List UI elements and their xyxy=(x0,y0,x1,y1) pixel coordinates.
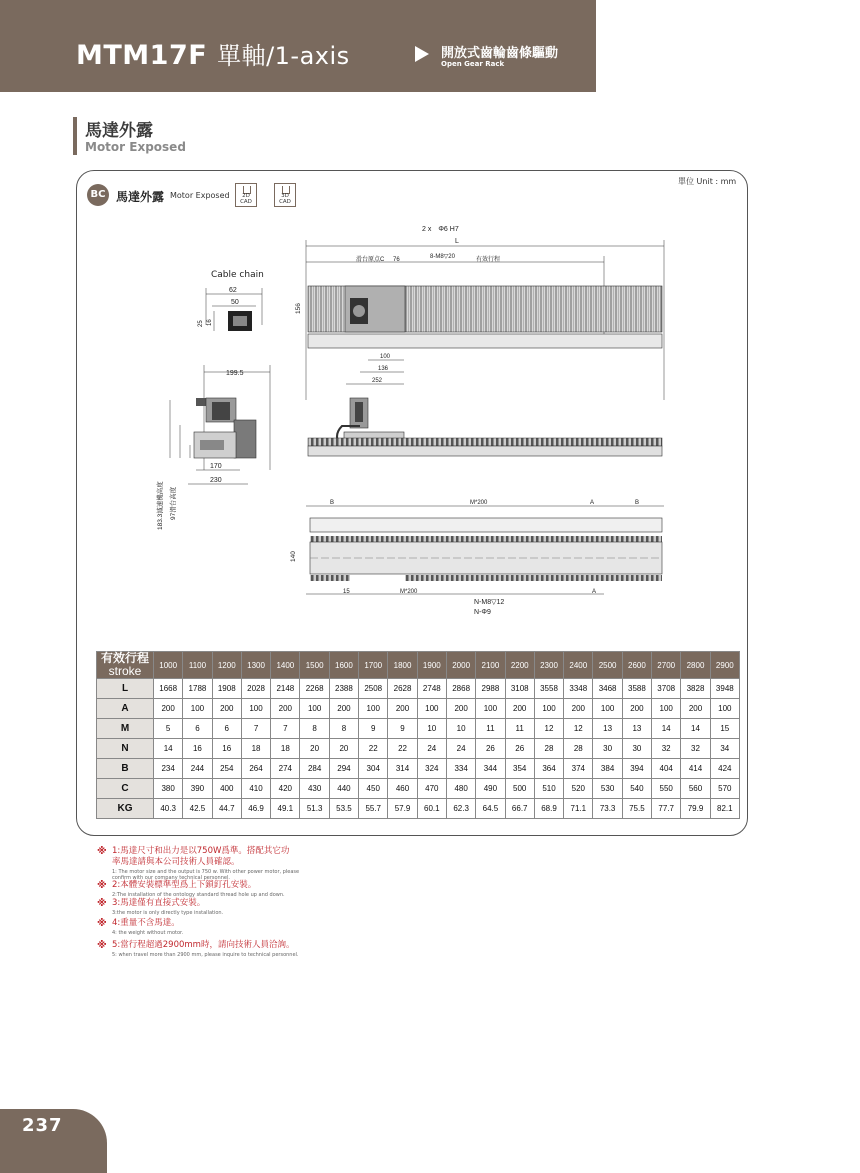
table-cell: 2148 xyxy=(271,679,300,699)
note-en xyxy=(112,910,223,916)
table-cell: 100 xyxy=(593,699,622,719)
model-subtitle: 單軸/1-axis xyxy=(217,42,350,70)
stroke-value-cell: 2400 xyxy=(564,652,593,679)
panel-title-en: Motor Exposed xyxy=(170,191,230,200)
table-cell: 57.9 xyxy=(388,799,417,819)
table-cell: 364 xyxy=(534,759,563,779)
stroke-label: 有效行程 xyxy=(476,257,501,263)
table-cell: 440 xyxy=(329,779,358,799)
table-cell: 3708 xyxy=(652,679,681,699)
stroke-value-cell: 2900 xyxy=(710,652,739,679)
note-cn-line1: 4:重量不含馬達。 xyxy=(112,918,180,928)
stroke-value-cell: 2700 xyxy=(652,652,681,679)
cad-2d-button[interactable]: 2D CAD xyxy=(235,183,257,207)
table-cell: 424 xyxy=(710,759,739,779)
table-cell: 374 xyxy=(564,759,593,779)
motor-side-view xyxy=(155,365,270,530)
table-header-row xyxy=(97,652,740,679)
dim-25: 25 xyxy=(198,320,204,327)
table-cell: 14 xyxy=(652,719,681,739)
stroke-value-cell: 1100 xyxy=(183,652,212,679)
stroke-header-cn: 有效行程 xyxy=(100,651,149,665)
dim-100: 100 xyxy=(380,354,391,360)
table-cell: 254 xyxy=(212,759,241,779)
table-cell: 560 xyxy=(681,779,710,799)
table-cell: 3468 xyxy=(593,679,622,699)
table-cell: 390 xyxy=(183,779,212,799)
table-cell: 30 xyxy=(593,739,622,759)
table-cell: 100 xyxy=(534,699,563,719)
table-cell: 200 xyxy=(505,699,534,719)
table-cell: 2868 xyxy=(446,679,475,699)
table-cell: 13 xyxy=(622,719,651,739)
table-cell: 3948 xyxy=(710,679,739,699)
table-cell: 354 xyxy=(505,759,534,779)
dim-230: 230 xyxy=(210,477,222,484)
table-cell: 20 xyxy=(329,739,358,759)
table-cell: 400 xyxy=(212,779,241,799)
table-cell: 410 xyxy=(241,779,270,799)
note-en-line1: 3:the motor is only directly type installation. xyxy=(112,910,224,916)
table-cell: 334 xyxy=(446,759,475,779)
table-cell: 420 xyxy=(271,779,300,799)
table-cell: 75.5 xyxy=(622,799,651,819)
table-cell: 1908 xyxy=(212,679,241,699)
table-cell: 34 xyxy=(710,739,739,759)
table-cell: 7 xyxy=(271,719,300,739)
dim-a-bottom: A xyxy=(592,589,597,595)
cable-chain-section xyxy=(198,287,262,331)
dim-62: 62 xyxy=(229,287,237,294)
table-cell: 62.3 xyxy=(446,799,475,819)
table-cell: 314 xyxy=(388,759,417,779)
table-cell: 540 xyxy=(622,779,651,799)
note-en-line1: 5: when travel more than 2900 mm, please inquire to technical personnel. xyxy=(112,952,299,958)
table-cell: 49.1 xyxy=(271,799,300,819)
table-cell: 32 xyxy=(681,739,710,759)
cad-3d-button[interactable]: 3D CAD xyxy=(274,183,296,207)
table-cell: 244 xyxy=(183,759,212,779)
table-cell: 18 xyxy=(241,739,270,759)
table-cell: 64.5 xyxy=(476,799,505,819)
note-en-line1: 1: The motor size and the output is 750 w. With other power motor, please xyxy=(112,869,300,875)
row-label-cell: M xyxy=(97,719,154,739)
table-cell: 22 xyxy=(359,739,388,759)
dim-140: 140 xyxy=(290,551,297,562)
table-cell: 60.1 xyxy=(417,799,446,819)
table-cell: 12 xyxy=(564,719,593,739)
stroke-value-cell: 2000 xyxy=(446,652,475,679)
table-cell: 2388 xyxy=(329,679,358,699)
row-label-cell: KG xyxy=(97,799,154,819)
unit-label: 單位 Unit : mm xyxy=(678,177,737,186)
table-row xyxy=(97,739,740,759)
table-cell: 294 xyxy=(329,759,358,779)
dim-136: 136 xyxy=(378,366,389,372)
note-cn xyxy=(112,846,289,868)
table-cell: 344 xyxy=(476,759,505,779)
table-cell: 30 xyxy=(622,739,651,759)
dim-252: 252 xyxy=(372,378,383,384)
note-en-line1: 4: the weight without motor. xyxy=(112,930,184,936)
table-cell: 200 xyxy=(622,699,651,719)
stroke-value-cell: 2600 xyxy=(622,652,651,679)
stroke-value-cell: 2100 xyxy=(476,652,505,679)
table-cell: 12 xyxy=(534,719,563,739)
row-label-cell: L xyxy=(97,679,154,699)
table-cell: 264 xyxy=(241,759,270,779)
table-row xyxy=(97,699,740,719)
stroke-value-cell: 2500 xyxy=(593,652,622,679)
table-cell: 380 xyxy=(154,779,183,799)
dim-50: 50 xyxy=(231,299,239,306)
table-cell: 16 xyxy=(212,739,241,759)
table-cell: 6 xyxy=(212,719,241,739)
stroke-header-en: stroke xyxy=(108,664,142,678)
table-cell: 13 xyxy=(593,719,622,739)
table-cell: 324 xyxy=(417,759,446,779)
stroke-value-cell: 2800 xyxy=(681,652,710,679)
table-cell: 11 xyxy=(476,719,505,739)
table-cell: 3828 xyxy=(681,679,710,699)
stroke-value-cell: 1700 xyxy=(359,652,388,679)
dim-L: L xyxy=(455,238,459,245)
note-cn xyxy=(112,918,180,929)
table-cell: 100 xyxy=(300,699,329,719)
table-cell: 200 xyxy=(564,699,593,719)
table-cell: 44.7 xyxy=(212,799,241,819)
table-cell: 8 xyxy=(300,719,329,739)
row-label-cell: N xyxy=(97,739,154,759)
note-en xyxy=(112,930,183,936)
table-cell: 2028 xyxy=(241,679,270,699)
table-cell: 100 xyxy=(359,699,388,719)
note-en-line1: 2:The installation of the ontology standard thread hole up and down. xyxy=(112,892,285,898)
table-cell: 470 xyxy=(417,779,446,799)
table-cell: 384 xyxy=(593,759,622,779)
axis-side-view xyxy=(308,398,662,456)
stroke-value-cell: 1200 xyxy=(212,652,241,679)
table-cell: 404 xyxy=(652,759,681,779)
table-cell: 430 xyxy=(300,779,329,799)
axis-bottom-view xyxy=(290,500,664,616)
table-cell: 8 xyxy=(329,719,358,739)
table-cell: 490 xyxy=(476,779,505,799)
dim-76: 76 xyxy=(393,257,400,263)
table-cell: 200 xyxy=(446,699,475,719)
dim-170: 170 xyxy=(210,463,222,470)
table-cell: 28 xyxy=(534,739,563,759)
table-cell: 480 xyxy=(446,779,475,799)
table-cell: 200 xyxy=(154,699,183,719)
table-cell: 16 xyxy=(183,739,212,759)
hole-spec: 2 x Φ6 H7 xyxy=(422,226,459,233)
slider-height-label: 97滑台高度 xyxy=(170,486,177,520)
table-cell: 200 xyxy=(271,699,300,719)
cable-chain-label: Cable chain xyxy=(211,270,264,280)
stroke-value-cell: 1300 xyxy=(241,652,270,679)
table-cell: 274 xyxy=(271,759,300,779)
table-cell: 11 xyxy=(505,719,534,739)
table-cell: 550 xyxy=(652,779,681,799)
stroke-header-cell xyxy=(97,652,154,679)
note-mark: ※ xyxy=(97,918,107,929)
table-cell: 304 xyxy=(359,759,388,779)
table-cell: 14 xyxy=(681,719,710,739)
table-cell: 6 xyxy=(183,719,212,739)
table-cell: 3558 xyxy=(534,679,563,699)
table-cell: 20 xyxy=(300,739,329,759)
dim-b-left: B xyxy=(330,500,335,506)
note-cn-line1: 3:馬達僅有直接式安裝。 xyxy=(112,898,206,908)
table-cell: 570 xyxy=(710,779,739,799)
bottom-screw-spec: N-M8▽12 xyxy=(474,599,505,606)
table-cell: 460 xyxy=(388,779,417,799)
model-name: MTM17F xyxy=(76,40,208,71)
stroke-value-cell: 1600 xyxy=(329,652,358,679)
table-cell: 14 xyxy=(154,739,183,759)
dim-199-5: 199.5 xyxy=(226,370,244,377)
table-cell: 79.9 xyxy=(681,799,710,819)
origin-label: 滑台原点C xyxy=(356,257,385,263)
table-cell: 32 xyxy=(652,739,681,759)
table-cell: 510 xyxy=(534,779,563,799)
row-label-cell: B xyxy=(97,759,154,779)
table-cell: 100 xyxy=(417,699,446,719)
motor-height-label: 183.3減速機高度 xyxy=(157,481,164,530)
stroke-value-cell: 2200 xyxy=(505,652,534,679)
table-cell: 28 xyxy=(564,739,593,759)
table-cell: 284 xyxy=(300,759,329,779)
stroke-value-cell: 2300 xyxy=(534,652,563,679)
table-cell: 15 xyxy=(710,719,739,739)
table-cell: 71.1 xyxy=(564,799,593,819)
table-cell: 200 xyxy=(681,699,710,719)
table-cell: 22 xyxy=(388,739,417,759)
table-cell: 24 xyxy=(417,739,446,759)
table-cell: 530 xyxy=(593,779,622,799)
table-cell: 100 xyxy=(710,699,739,719)
table-cell: 24 xyxy=(446,739,475,759)
table-cell: 500 xyxy=(505,779,534,799)
table-cell: 200 xyxy=(329,699,358,719)
table-cell: 46.9 xyxy=(241,799,270,819)
table-cell: 100 xyxy=(183,699,212,719)
axis-top-view xyxy=(295,226,664,400)
table-cell: 73.3 xyxy=(593,799,622,819)
stroke-value-cell: 1800 xyxy=(388,652,417,679)
row-label-cell: A xyxy=(97,699,154,719)
config-badge: BC xyxy=(87,184,109,206)
bottom-hole-spec: N-Φ9 xyxy=(474,609,491,616)
note-en-line2: confirm with our company technical personnel. xyxy=(112,875,230,881)
table-cell: 3348 xyxy=(564,679,593,699)
table-cell: 10 xyxy=(417,719,446,739)
table-row xyxy=(97,779,740,799)
dim-b-right: B xyxy=(635,500,640,506)
table-cell: 100 xyxy=(476,699,505,719)
stroke-value-cell: 1000 xyxy=(154,652,183,679)
table-row xyxy=(97,799,740,819)
dim-16: 16 xyxy=(207,319,213,326)
dim-m200-top: M*200 xyxy=(470,500,488,506)
table-cell: 2628 xyxy=(388,679,417,699)
stroke-value-cell: 1500 xyxy=(300,652,329,679)
table-cell: 3588 xyxy=(622,679,651,699)
table-row xyxy=(97,759,740,779)
note-cn-line1: 2:本體安裝標準型爲上下鎖釘孔安裝。 xyxy=(112,880,257,890)
table-cell: 2508 xyxy=(359,679,388,699)
table-cell: 26 xyxy=(476,739,505,759)
dim-a-top: A xyxy=(590,500,595,506)
table-cell: 100 xyxy=(241,699,270,719)
table-cell: 7 xyxy=(241,719,270,739)
note-cn-line1: 1:馬達尺寸和出力是以750W爲準。搭配其它功 xyxy=(112,846,290,856)
table-cell: 55.7 xyxy=(359,799,388,819)
table-row xyxy=(97,679,740,699)
category-cn: 開放式齒輪齒條驅動 xyxy=(441,46,559,61)
note-cn-line2: 率馬達請與本公司技術人員確認。 xyxy=(112,857,240,867)
section-title: 馬達外露 xyxy=(85,121,153,141)
table-cell: 520 xyxy=(564,779,593,799)
section-subtitle: Motor Exposed xyxy=(85,140,186,154)
table-cell: 5 xyxy=(154,719,183,739)
dim-15: 15 xyxy=(343,589,350,595)
table-cell: 2268 xyxy=(300,679,329,699)
table-cell: 2988 xyxy=(476,679,505,699)
table-cell: 82.1 xyxy=(710,799,739,819)
panel-title: 馬達外露 xyxy=(116,190,165,204)
table-cell: 26 xyxy=(505,739,534,759)
stroke-value-cell: 1400 xyxy=(271,652,300,679)
table-cell: 77.7 xyxy=(652,799,681,819)
note-en xyxy=(112,952,299,958)
table-cell: 66.7 xyxy=(505,799,534,819)
table-cell: 51.3 xyxy=(300,799,329,819)
table-cell: 200 xyxy=(212,699,241,719)
table-cell: 68.9 xyxy=(534,799,563,819)
note-cn xyxy=(112,880,256,891)
table-cell: 200 xyxy=(388,699,417,719)
table-cell: 2748 xyxy=(417,679,446,699)
note-cn xyxy=(112,940,294,951)
note-cn xyxy=(112,898,205,909)
table-cell: 234 xyxy=(154,759,183,779)
table-cell: 10 xyxy=(446,719,475,739)
note-mark: ※ xyxy=(97,880,107,891)
table-cell: 18 xyxy=(271,739,300,759)
table-cell: 9 xyxy=(388,719,417,739)
table-row xyxy=(97,719,740,739)
dim-156: 156 xyxy=(295,303,302,314)
page-number: 237 xyxy=(22,1115,63,1136)
category-en: Open Gear Rack xyxy=(441,60,505,68)
row-label-cell: C xyxy=(97,779,154,799)
table-cell: 100 xyxy=(652,699,681,719)
table-cell: 1668 xyxy=(154,679,183,699)
table-cell: 1788 xyxy=(183,679,212,699)
spec-table xyxy=(96,651,740,819)
table-cell: 414 xyxy=(681,759,710,779)
table-cell: 394 xyxy=(622,759,651,779)
dim-m200-bottom: M*200 xyxy=(400,589,418,595)
spec-table-body xyxy=(97,652,740,819)
note-mark: ※ xyxy=(97,898,107,909)
screw-spec: 8-M8▽20 xyxy=(430,254,455,260)
note-mark: ※ xyxy=(97,940,107,951)
table-cell: 9 xyxy=(359,719,388,739)
table-cell: 3108 xyxy=(505,679,534,699)
table-cell: 40.3 xyxy=(154,799,183,819)
table-cell: 450 xyxy=(359,779,388,799)
note-cn-line1: 5:當行程超過2900mm時，請向技術人員洽詢。 xyxy=(112,940,295,950)
note-mark: ※ xyxy=(97,846,107,857)
table-cell: 42.5 xyxy=(183,799,212,819)
table-cell: 53.5 xyxy=(329,799,358,819)
stroke-value-cell: 1900 xyxy=(417,652,446,679)
